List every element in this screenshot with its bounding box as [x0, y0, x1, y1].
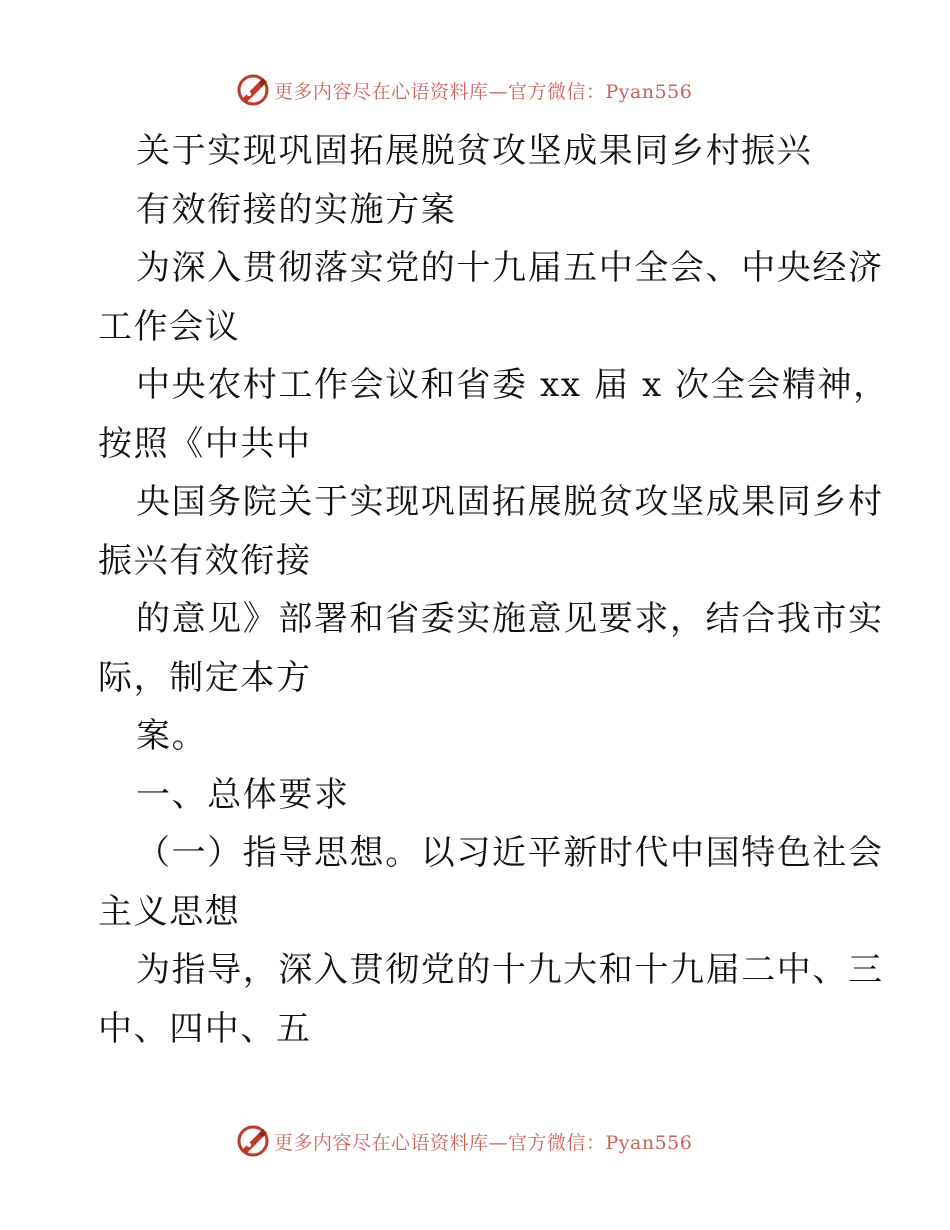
text-line: 为深入贯彻落实党的十九届五中全会、中央经济: [136, 248, 884, 288]
text-line: 中央农村工作会议和省委 xx 届 x 次全会精神，: [136, 365, 889, 405]
text-line: （一）指导思想。以习近平新时代中国特色社会: [136, 833, 884, 873]
watermark-text: 更多内容尽在心语资料库—官方微信：Pyan556: [274, 80, 693, 103]
text-line: 案。: [136, 716, 208, 756]
text-line: 主义思想: [98, 891, 241, 932]
pen-logo-icon: [236, 1124, 270, 1158]
document-body: [98, 122, 889, 1058]
text-line: 中、四中、五: [98, 1008, 312, 1049]
text-line: 工作会议: [98, 306, 241, 347]
watermark-header: [236, 73, 692, 107]
text-line: 有效衔接的实施方案: [136, 189, 457, 230]
pen-logo-icon: [236, 73, 270, 107]
text-line: 的意见》部署和省委实施意见要求，结合我市实: [136, 599, 884, 639]
text-line: 振兴有效衔接: [98, 540, 312, 581]
watermark-text: 更多内容尽在心语资料库—官方微信：Pyan556: [274, 1131, 693, 1154]
text-line: 按照《中共中: [98, 423, 312, 464]
text-line: 为指导，深入贯彻党的十九大和十九届二中、三: [136, 950, 884, 990]
watermark-footer: [236, 1124, 692, 1158]
text-line: 际，制定本方: [98, 657, 312, 698]
text-line: 关于实现巩固拓展脱贫攻坚成果同乡村振兴: [136, 131, 813, 171]
text-line: 央国务院关于实现巩固拓展脱贫攻坚成果同乡村: [136, 482, 884, 522]
text-line: 一、总体要求: [136, 774, 350, 815]
